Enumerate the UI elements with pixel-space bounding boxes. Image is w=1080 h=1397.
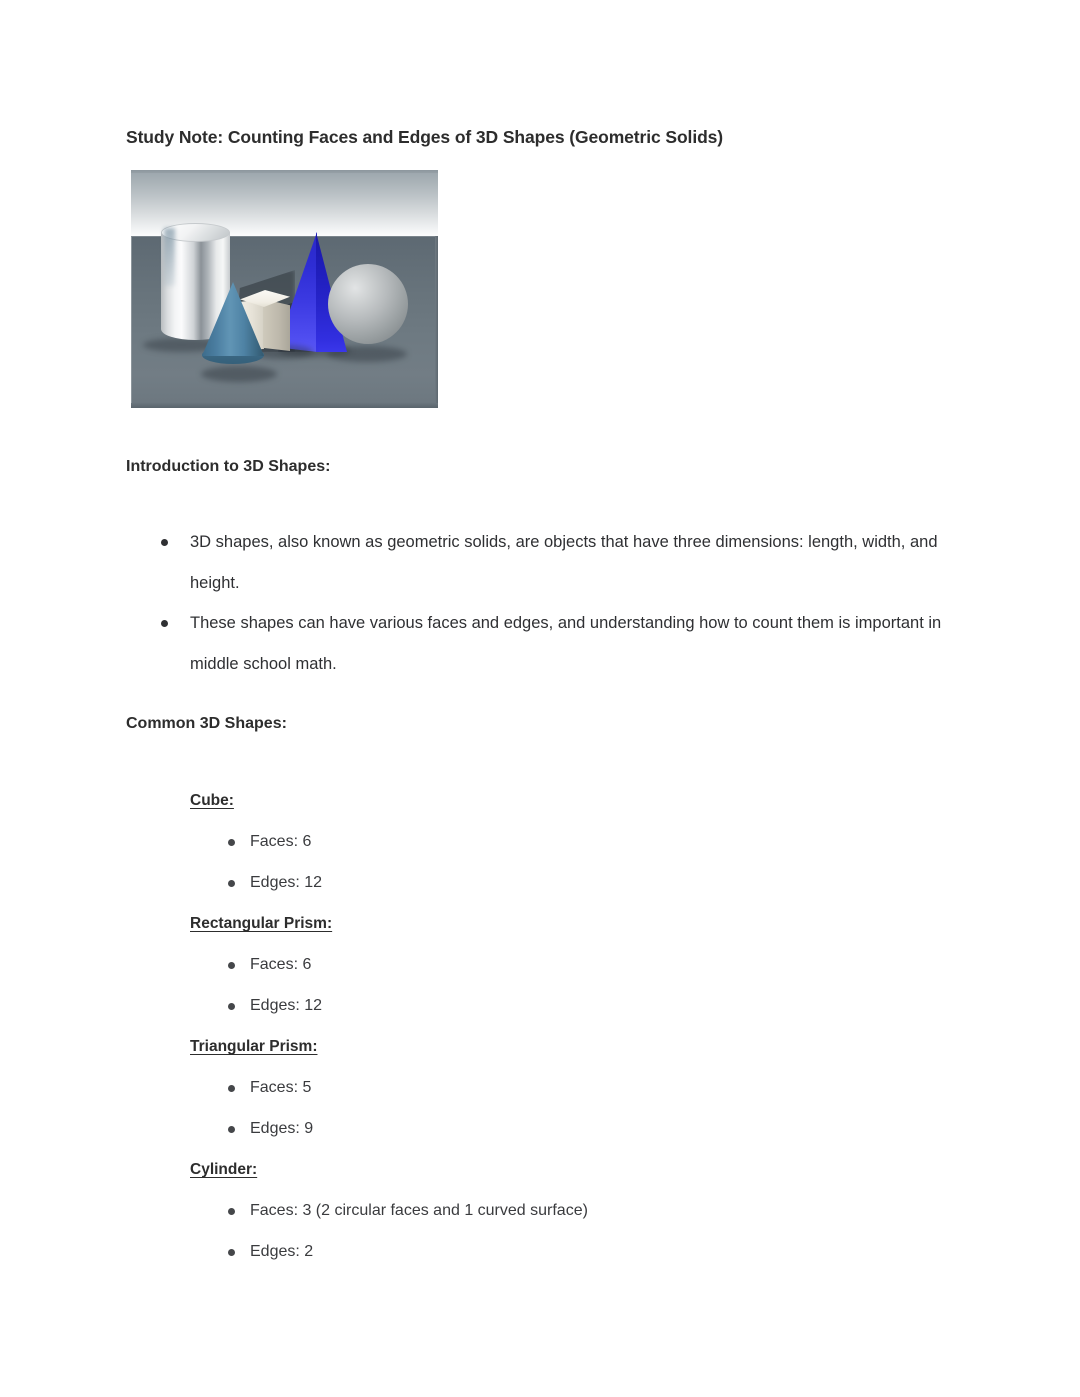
shape-block-cube <box>190 780 1010 903</box>
cube-right-face <box>263 299 290 351</box>
fact-text: Edges: 9 <box>250 1120 314 1137</box>
list-item <box>190 1067 1010 1108</box>
bullet-icon <box>228 1208 235 1215</box>
list-item <box>190 944 1010 985</box>
list-item <box>190 862 1010 903</box>
fact-text: Faces: 6 <box>250 956 312 973</box>
shape-block-cylinder <box>190 1149 1010 1272</box>
scene-top-edge <box>131 170 438 173</box>
cylinder-reflection <box>164 228 175 286</box>
list-item <box>158 522 958 603</box>
shape-facts-triangular-prism <box>190 1067 1010 1149</box>
section-heading-introduction: Introduction to 3D Shapes: <box>126 458 331 475</box>
list-item <box>190 1190 1010 1231</box>
shape-name-rectangular-prism: Rectangular Prism: <box>190 915 333 932</box>
bullet-icon <box>228 962 235 969</box>
fact-text: Faces: 6 <box>250 833 312 850</box>
list-item <box>190 1231 1010 1272</box>
list-item <box>190 985 1010 1026</box>
solids-scene <box>131 170 438 408</box>
fact-text: Faces: 5 <box>250 1079 312 1096</box>
bullet-icon <box>228 880 235 887</box>
page-title: Study Note: Counting Faces and Edges of 3D Shapes (Geometric Solids) <box>126 127 724 147</box>
bullet-icon <box>228 1126 235 1133</box>
bullet-icon <box>161 539 168 546</box>
cone-shape <box>202 282 264 364</box>
scene-bottom-edge <box>131 403 438 408</box>
list-item-text: 3D shapes, also known as geometric solids, are objects that have three dimensions: length, width, and height. <box>190 533 938 592</box>
cone-shadow <box>201 366 277 382</box>
bullet-icon <box>228 1003 235 1010</box>
fact-text: Edges: 2 <box>250 1243 314 1260</box>
section-heading-common-shapes: Common 3D Shapes: <box>126 715 287 732</box>
geometric-solids-figure <box>131 170 438 408</box>
list-item <box>158 603 958 684</box>
shape-name-triangular-prism: Triangular Prism: <box>190 1038 318 1055</box>
list-item <box>190 821 1010 862</box>
common-shapes-list <box>190 780 1010 1272</box>
bullet-icon <box>228 1085 235 1092</box>
fact-text: Edges: 12 <box>250 997 323 1014</box>
shape-name-cylinder: Cylinder: <box>190 1161 258 1178</box>
shape-facts-cylinder <box>190 1190 1010 1272</box>
list-item-text: These shapes can have various faces and edges, and understanding how to count them is important in middle school math. <box>190 614 942 673</box>
bullet-icon <box>228 1249 235 1256</box>
list-item <box>190 1108 1010 1149</box>
bullet-icon <box>228 839 235 846</box>
fact-text: Edges: 12 <box>250 874 323 891</box>
cone-body <box>202 282 264 356</box>
shape-block-triangular-prism <box>190 1026 1010 1149</box>
shape-block-rectangular-prism <box>190 903 1010 1026</box>
shape-facts-cube <box>190 821 1010 903</box>
shape-name-cube: Cube: <box>190 792 234 809</box>
bullet-icon <box>161 620 168 627</box>
scene-floor-right-edge <box>435 236 438 408</box>
shape-facts-rectangular-prism <box>190 944 1010 1026</box>
fact-text: Faces: 3 (2 circular faces and 1 curved surface) <box>250 1202 588 1219</box>
sphere-shape <box>328 264 408 344</box>
introduction-bullet-list <box>158 522 958 684</box>
